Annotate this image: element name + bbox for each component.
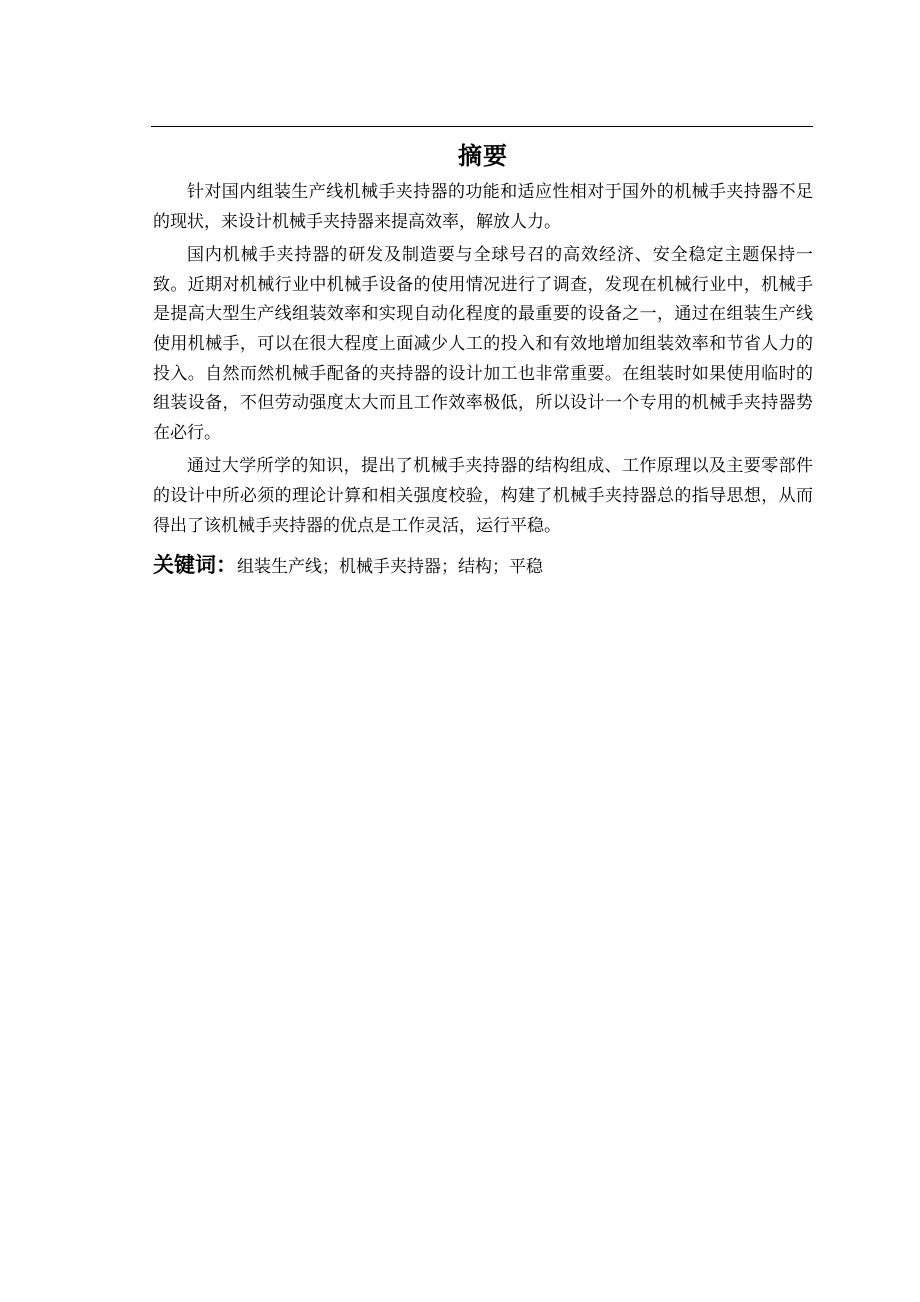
- abstract-paragraph-2: 国内机械手夹持器的研发及制造要与全球号召的高效经济、安全稳定主题保持一致。近期对机械行业中机械手设备的使用情况进行了调查，发现在机械行业中，机械手是提高大型生产线组装效率和实现自动化程度的最重要的设备之一，通过在组装生产线使用机械手，可以在很大程度上面减少人工的投入和有效地增加组装效率和节省人力的投入。自然而然机械手配备的夹持器的设计加工也非常重要。在组装时如果使用临时的组装设备，不但劳动强度太大而且工作效率极低，所以设计一个专用的机械手夹持器势在必行。: [153, 245, 813, 443]
- keywords-label: 关键词：: [153, 553, 237, 578]
- abstract-paragraph-1: 针对国内组装生产线机械手夹持器的功能和适应性相对于国外的机械手夹持器不足的现状，来设计机械手夹持器来提高效率，解放人力。: [153, 182, 813, 232]
- abstract-section: [153, 137, 813, 583]
- header-rule: [151, 126, 813, 127]
- keywords-line: [153, 549, 813, 583]
- keywords-value: 组装生产线；机械手夹持器；结构；平稳: [237, 557, 543, 578]
- page-title: 摘要: [458, 142, 508, 170]
- abstract-paragraph-3: 通过大学所学的知识，提出了机械手夹持器的结构组成、工作原理以及主要零部件的设计中所必须的理论计算和相关强度校验，构建了机械手夹持器总的指导思想，从而得出了该机械手夹持器的优点是工作灵活，运行平稳。: [153, 456, 813, 536]
